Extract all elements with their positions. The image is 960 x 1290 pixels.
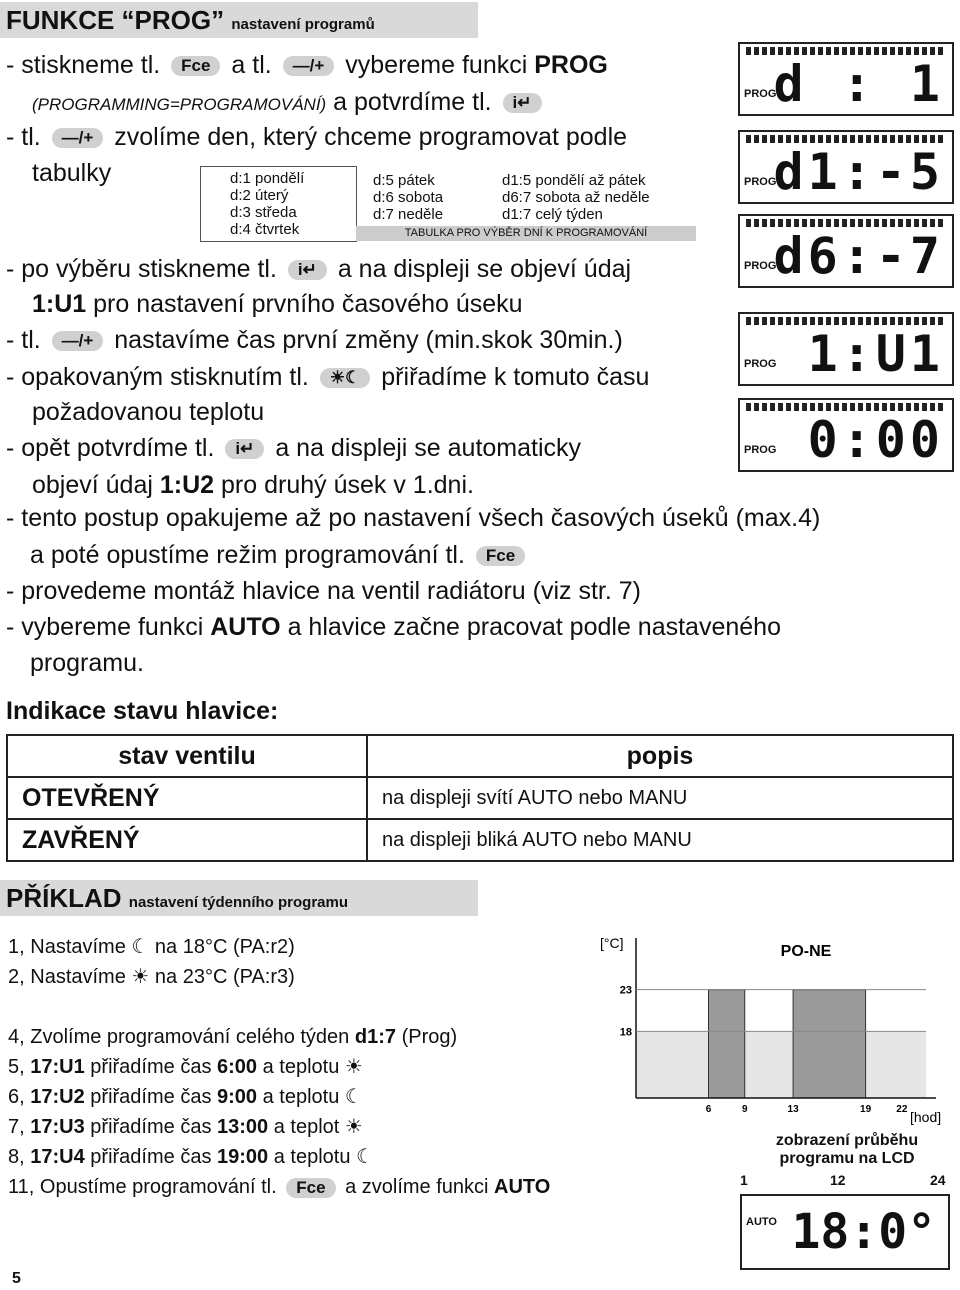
sun-icon: ☀ [344,1116,363,1138]
moon-icon: ☾ [356,1146,374,1168]
ok-key: i↵ [288,260,327,280]
day-table-col1: d:1 pondělí d:2 úterý d:3 středa d:4 čtvrtek [230,170,305,238]
lcd-display: PROG 1:U1 [738,312,954,386]
step-line: - opakovaným stisknutím tl. ☀☾ přiřadíme k tomuto času [6,363,650,391]
example-item: 11, Opustíme programování tl. Fce a zvolíme funkci AUTO [8,1176,551,1198]
chart-bar [709,990,745,1098]
step-line: - tento postup opakujeme až po nastavení všech časových úseků (max.4) [6,504,821,532]
sun-moon-key: ☀☾ [320,368,370,388]
section-subtitle: nastavení programů [231,16,375,33]
example-item: 4, Zvolíme programování celého týden d1:7 (Prog) [8,1026,458,1048]
step-line: - opět potvrdíme tl. i↵ a na displeji se automaticky [6,434,582,462]
lcd-bottom: 1 12 24 AUTO 18:0° [736,1172,952,1272]
step-line: programu. [30,649,144,677]
plus-minus-key: —/+ [283,56,335,76]
section-title: FUNKCE “PROG” [6,5,225,35]
ok-key: i↵ [225,439,264,459]
step-line: - tl. —/+ zvolíme den, který chceme programovat podle [6,123,628,151]
lcd-display: PROG d : 1 [738,42,954,116]
step-line: (PROGRAMMING=PROGRAMOVÁNÍ) a potvrdíme tl. i↵ [32,87,546,120]
x-tick-label: 19 [860,1104,872,1115]
plus-minus-key: —/+ [52,331,104,351]
y-tick-label: 23 [619,984,632,997]
example-item: 8, 17:U4 přiřadíme čas 19:00 a teplotu ☾ [8,1146,374,1168]
example-item: 6, 17:U2 přiřadíme čas 9:00 a teplotu ☾ [8,1086,363,1108]
lcd-display: PROG d6:-7 [738,214,954,288]
status-heading: Indikace stavu hlavice: [6,697,279,725]
step-line: tabulky [32,159,112,187]
moon-icon: ☾ [344,1086,363,1108]
fce-key: Fce [171,56,220,76]
temperature-chart [596,928,956,1128]
step-line: - po výběru stiskneme tl. i↵ a na displeji se objeví údaj [6,255,632,283]
x-tick-label: 13 [787,1104,799,1115]
day-table-caption: TABULKA PRO VÝBĚR DNÍ K PROGRAMOVÁNÍ [356,226,696,241]
example-title: PŘÍKLAD [6,883,122,913]
day-table-col2: d:5 pátek d:6 sobota d:7 neděle [373,172,444,223]
step-line: - provedeme montáž hlavice na ventil radiátoru (viz str. 7) [6,577,641,605]
status-table: stav ventilu popis OTEVŘENÝ na displeji svítí AUTO nebo MANU ZAVŘENÝ na displeji bliká AUTO nebo MANU [6,734,954,862]
step-line: - tl. —/+ nastavíme čas první změny (min.skok 30min.) [6,326,623,354]
fce-key: Fce [476,546,525,566]
x-tick-label: 22 [896,1104,908,1115]
chart-bar [793,990,866,1098]
step-line: objeví údaj 1:U2 pro druhý úsek v 1.dni. [32,471,474,499]
step-line: a poté opustíme režim programování tl. Fce [30,540,529,570]
page-number: 5 [12,1270,21,1287]
x-tick-label: 9 [741,1104,748,1115]
plus-minus-key: —/+ [52,128,104,148]
step-line: 1:U1 pro nastavení prvního časového úseku [32,290,523,318]
step-line: - stiskneme tl. Fce a tl. —/+ vybereme funkci PROG [6,51,608,79]
sun-icon: ☀ [344,1056,363,1078]
example-subtitle: nastavení týdenního programu [128,894,348,911]
lcd-display: PROG d1:-5 [738,130,954,204]
moon-icon: ☾ [131,936,150,958]
baseline-band [636,1031,926,1098]
fce-key: Fce [286,1178,335,1198]
chart-caption: zobrazení průběhu programu na LCD [775,1132,919,1167]
step-line: požadovanou teplotu [32,398,265,426]
example-item: 7, 17:U3 přiřadíme čas 13:00 a teplot ☀ [8,1116,363,1138]
example-item: 5, 17:U1 přiřadíme čas 6:00 a teplotu ☀ [8,1056,363,1078]
example-header [0,880,478,916]
lcd-display: PROG 0:00 [738,398,954,472]
sun-icon: ☀ [131,966,150,988]
example-item: 2, Nastavíme ☀ na 23°C (PA:r3) [8,966,295,988]
x-tick-label: 6 [705,1104,712,1115]
example-item: 1, Nastavíme ☾ na 18°C (PA:r2) [8,936,295,958]
step-line: - vybereme funkci AUTO a hlavice začne pracovat podle nastaveného [6,613,781,641]
x-axis-label: [hod] [910,1109,942,1125]
section-header [0,2,478,38]
day-table-col3: d1:5 pondělí až pátek d6:7 sobota až neděle d1:7 celý týden [502,172,650,223]
y-tick-label: 18 [619,1026,632,1039]
chart-title: PO-NE [780,943,832,960]
y-axis-label: [°C] [600,935,624,951]
ok-key: i↵ [503,93,542,113]
